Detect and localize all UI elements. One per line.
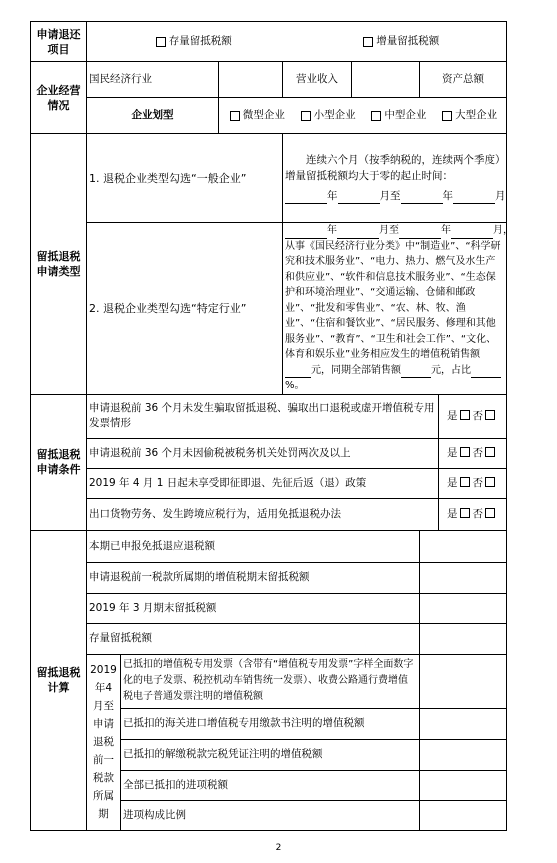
option-stock-credit[interactable]: 存量留抵税额 [154, 34, 232, 49]
period-row: 已抵扣的增值税专用发票（含带有“增值税专用发票”字样全面数字化的电子发票、税控机动车销售统一发票）、收费公路通行费增值税电子普通发票注明的增值税额 [121, 654, 420, 708]
calc-row: 本期已申报免抵退应退税额 [87, 530, 420, 562]
scale-option-large[interactable]: 大型企业 [440, 108, 497, 123]
scale-option-micro[interactable]: 微型企业 [228, 108, 285, 123]
specific-type-dates: 年 月至 年 月， [285, 223, 504, 239]
scale-options [219, 98, 507, 134]
checkbox-icon[interactable] [363, 37, 373, 47]
no-checkbox-icon[interactable] [485, 508, 495, 518]
period-value[interactable] [420, 708, 507, 739]
total-sales-field[interactable] [401, 366, 431, 378]
scale-option-small[interactable]: 小型企业 [299, 108, 356, 123]
period-label: 2019年4月至申请退税前一税款所属期 [87, 654, 121, 830]
general-type-content [283, 134, 507, 223]
revenue-value[interactable] [352, 62, 420, 98]
period-row: 进项构成比例 [121, 800, 420, 830]
form-table [30, 21, 513, 831]
end-month-field[interactable] [453, 192, 495, 204]
yes-checkbox-icon[interactable] [460, 477, 470, 487]
refund-type-label: 留抵退税申请类型 [31, 134, 87, 395]
specific-end-month-field[interactable] [451, 227, 493, 239]
conditions-label: 留抵退税申请条件 [31, 394, 87, 530]
start-year-field[interactable] [285, 192, 327, 204]
specific-type-title: 2. 退税企业类型勾选“特定行业” [87, 223, 283, 395]
option-incremental-credit[interactable]: 增量留抵税额 [361, 34, 439, 49]
period-row: 已抵扣的海关进口增值税专用缴款书注明的增值税额 [121, 708, 420, 739]
page-number: 2 [275, 843, 282, 853]
no-label: 否 [472, 446, 483, 459]
general-type-title: 1. 退税企业类型勾选“一般企业” [87, 134, 283, 223]
industry-value[interactable] [219, 62, 283, 98]
specific-type-text: 从事《国民经济行业分类》中“制造业”、“科学研究和技术服务业”、“电力、热力、燃气及水生产和供应业”、“软件和信息技术服务业”、“生态保护和环境治理业”、“交通运输、仓储和邮政业”、“批发和零售业”、“农、林、牧、渔业”、“住宿和餐饮业”、“居民服务、修理和其他服务业”、“教育”、“卫生和社会工作”、“文化、体育和娱乐业”业务相应发生的增值税销售额元，同期全部销售额 元，占比%。 [285, 240, 501, 391]
specific-sales-field[interactable] [285, 366, 311, 378]
period-row: 全部已抵扣的进项税额 [121, 770, 420, 800]
condition-yes-no [439, 498, 507, 530]
calc-row: 2019 年 3 月期末留抵税额 [87, 593, 420, 623]
yes-label: 是 [447, 476, 458, 489]
checkbox-icon[interactable] [230, 111, 240, 121]
yes-checkbox-icon[interactable] [460, 508, 470, 518]
assets-label: 资产总额 [420, 62, 507, 98]
end-year-field[interactable] [401, 192, 443, 204]
period-value[interactable] [420, 739, 507, 770]
refund-application-form [30, 21, 513, 823]
no-checkbox-icon[interactable] [485, 410, 495, 420]
calc-value[interactable] [420, 562, 507, 593]
period-value[interactable] [420, 770, 507, 800]
specific-type-content [283, 223, 513, 395]
yes-checkbox-icon[interactable] [460, 447, 470, 457]
specific-start-year-field[interactable] [285, 227, 327, 239]
industry-label: 国民经济行业 [87, 62, 219, 98]
specific-end-year-field[interactable] [399, 227, 441, 239]
yes-label: 是 [447, 446, 458, 459]
calc-value[interactable] [420, 530, 507, 562]
apply-item-options [87, 22, 507, 62]
condition-item: 2019 年 4 月 1 日起未享受即征即退、先征后返（退）政策 [87, 468, 439, 498]
checkbox-icon[interactable] [301, 111, 311, 121]
general-type-dates: 年 月至 年 月 [285, 188, 504, 204]
yes-label: 是 [447, 409, 458, 422]
calc-value[interactable] [420, 593, 507, 623]
no-checkbox-icon[interactable] [485, 447, 495, 457]
condition-yes-no [439, 438, 507, 468]
apply-item-label: 申请退还项目 [31, 22, 87, 62]
condition-item: 出口货物劳务、发生跨境应税行为，适用免抵退税办法 [87, 498, 439, 530]
condition-yes-no [439, 468, 507, 498]
specific-start-month-field[interactable] [337, 227, 379, 239]
calc-row: 存量留抵税额 [87, 623, 420, 654]
start-month-field[interactable] [338, 192, 380, 204]
calc-row: 申请退税前一税款所属期的增值税期末留抵税额 [87, 562, 420, 593]
no-checkbox-icon[interactable] [485, 477, 495, 487]
general-type-text: 连续六个月（按季纳税的，连续两个季度）增量留抵税额均大于零的起止时间： [285, 154, 501, 182]
calc-label: 留抵退税计算 [31, 530, 87, 830]
checkbox-icon[interactable] [442, 111, 452, 121]
revenue-label: 营业收入 [283, 62, 352, 98]
no-label: 否 [472, 476, 483, 489]
calc-value[interactable] [420, 623, 507, 654]
ratio-field[interactable] [471, 366, 501, 378]
checkbox-icon[interactable] [371, 111, 381, 121]
yes-label: 是 [447, 507, 458, 520]
condition-item: 申请退税前 36 个月未因偷税被税务机关处罚两次及以上 [87, 438, 439, 468]
period-row: 已抵扣的解缴税款完税凭证注明的增值税额 [121, 739, 420, 770]
no-label: 否 [472, 507, 483, 520]
period-value[interactable] [420, 800, 507, 830]
scale-label: 企业划型 [87, 98, 219, 134]
period-value[interactable] [420, 654, 507, 708]
no-label: 否 [472, 409, 483, 422]
checkbox-icon[interactable] [156, 37, 166, 47]
yes-checkbox-icon[interactable] [460, 410, 470, 420]
scale-option-medium[interactable]: 中型企业 [369, 108, 426, 123]
condition-yes-no [439, 394, 507, 438]
condition-item: 申请退税前 36 个月未发生骗取留抵退税、骗取出口退税或虚开增值税专用发票情形 [87, 394, 439, 438]
enterprise-label: 企业经营情况 [31, 62, 87, 134]
